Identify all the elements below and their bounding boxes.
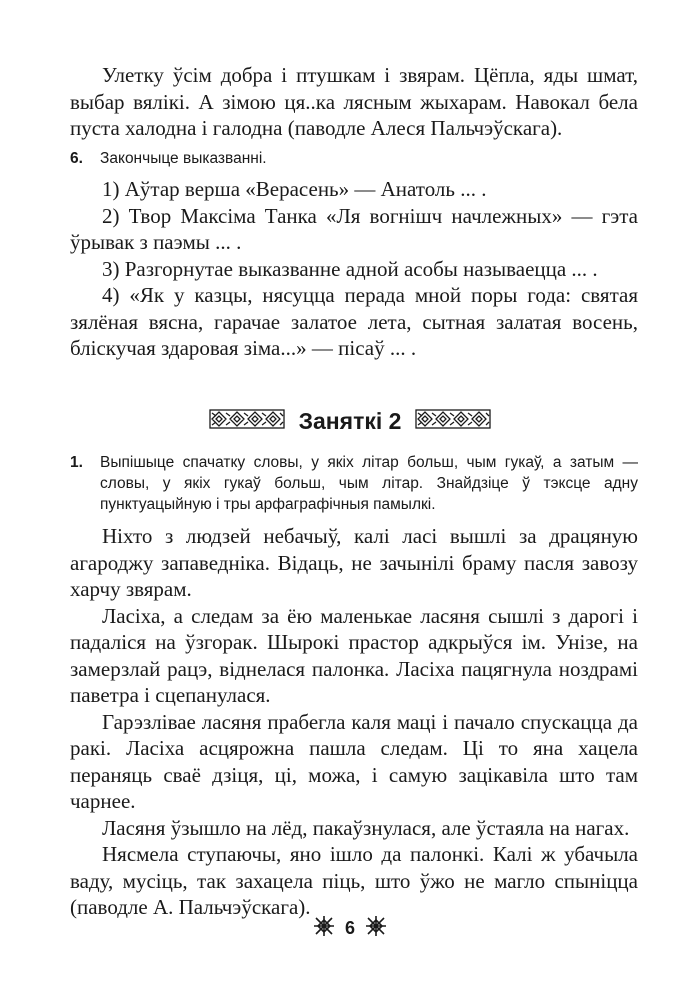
page-footer [0,916,700,940]
task-6 [70,148,638,362]
section-heading-row [0,405,700,437]
task-6-item: 2) Твор Максіма Танка «Ля вогнішч начлежных» — гэта ўрывак з паэмы ... . [70,203,638,254]
top-paragraph: Улетку ўсім добра і птушкам і звярам. Цёпла, яды шмат, выбар вялікі. А зімою ця..ка лясным жыхарам. Навокал бела пуста халодна і галодна (паводле Алеся Пальчэўскага). [70,63,638,140]
task-6-items [70,176,638,362]
folk-ornament-icon [415,409,491,434]
story-paragraph: Нясмела ступаючы, яно ішло да палонкі. Калі ж убачыла ваду, мусіць, так захацела піць, што ўжо не магло спыніцца (паводле А. Пальчэўскага). [70,842,638,919]
task-6-text: Закончыце выказванні. [100,150,267,167]
star-ornament-icon [365,915,387,942]
task-6-item: 3) Разгорнутае выказванне адной асобы называецца ... . [102,256,598,281]
task-6-number: 6. [70,150,83,167]
page-number: 6 [344,917,355,938]
star-ornament-icon [313,915,335,942]
task-6-item: 1) Аўтар верша «Верасень» — Анатоль ... . [102,177,487,201]
top-paragraph-block [70,62,638,142]
story-paragraph: Ніхто з людзей небачыў, калі ласі вышлі за драцяную агароджу запаведніка. Відаць, не зачынілі браму пасля завозу харчу звярам. [70,524,638,601]
task-1 [70,452,638,921]
task-1-text: Выпішыце спачатку словы, у якіх літар больш, чым гукаў, а затым — словы, у якіх гукаў больш, чым літар. Знайдзіце ў тэксце адну пунктуацыйную і тры арфаграфічныя памылкі. [100,454,638,513]
story-paragraph: Гарэзлівае ласяня прабегла каля маці і пачало спускацца да ракі. Ласіха асцярожна пашла следам. Ці то яна хацела пераняць сваё дзіця, ці, можа, і самую зацікавіла што там чарнее. [70,709,638,813]
task-6-instruction [70,148,638,169]
section-heading: Заняткі 2 [298,407,402,434]
task-1-number: 1. [70,454,83,471]
story-paragraph: Ласіха, а следам за ёю маленькае ласяня сышлі з дарогі і падаліся на ўзгорак. Шырокі прастор адкрыўся ім. Унізе, на замерзлай рацэ, віднелася палонка. Ласіха пацягнула ноздрамі паветра і сцепанулася. [70,603,638,707]
story-paragraph: Ласяня ўзышло на лёд, пакаўзнулася, але ўстаяла на нагах. [102,815,630,840]
story-text [70,523,638,921]
task-6-item: 4) «Як у казцы, нясуцца перада мной поры года: святая зялёная вясна, гарачае залатое лета, сытная залатая восень, бліскучая здаровая зіма...» — пісаў ... . [70,283,638,360]
folk-ornament-icon [209,409,285,434]
task-1-instruction [70,452,638,515]
